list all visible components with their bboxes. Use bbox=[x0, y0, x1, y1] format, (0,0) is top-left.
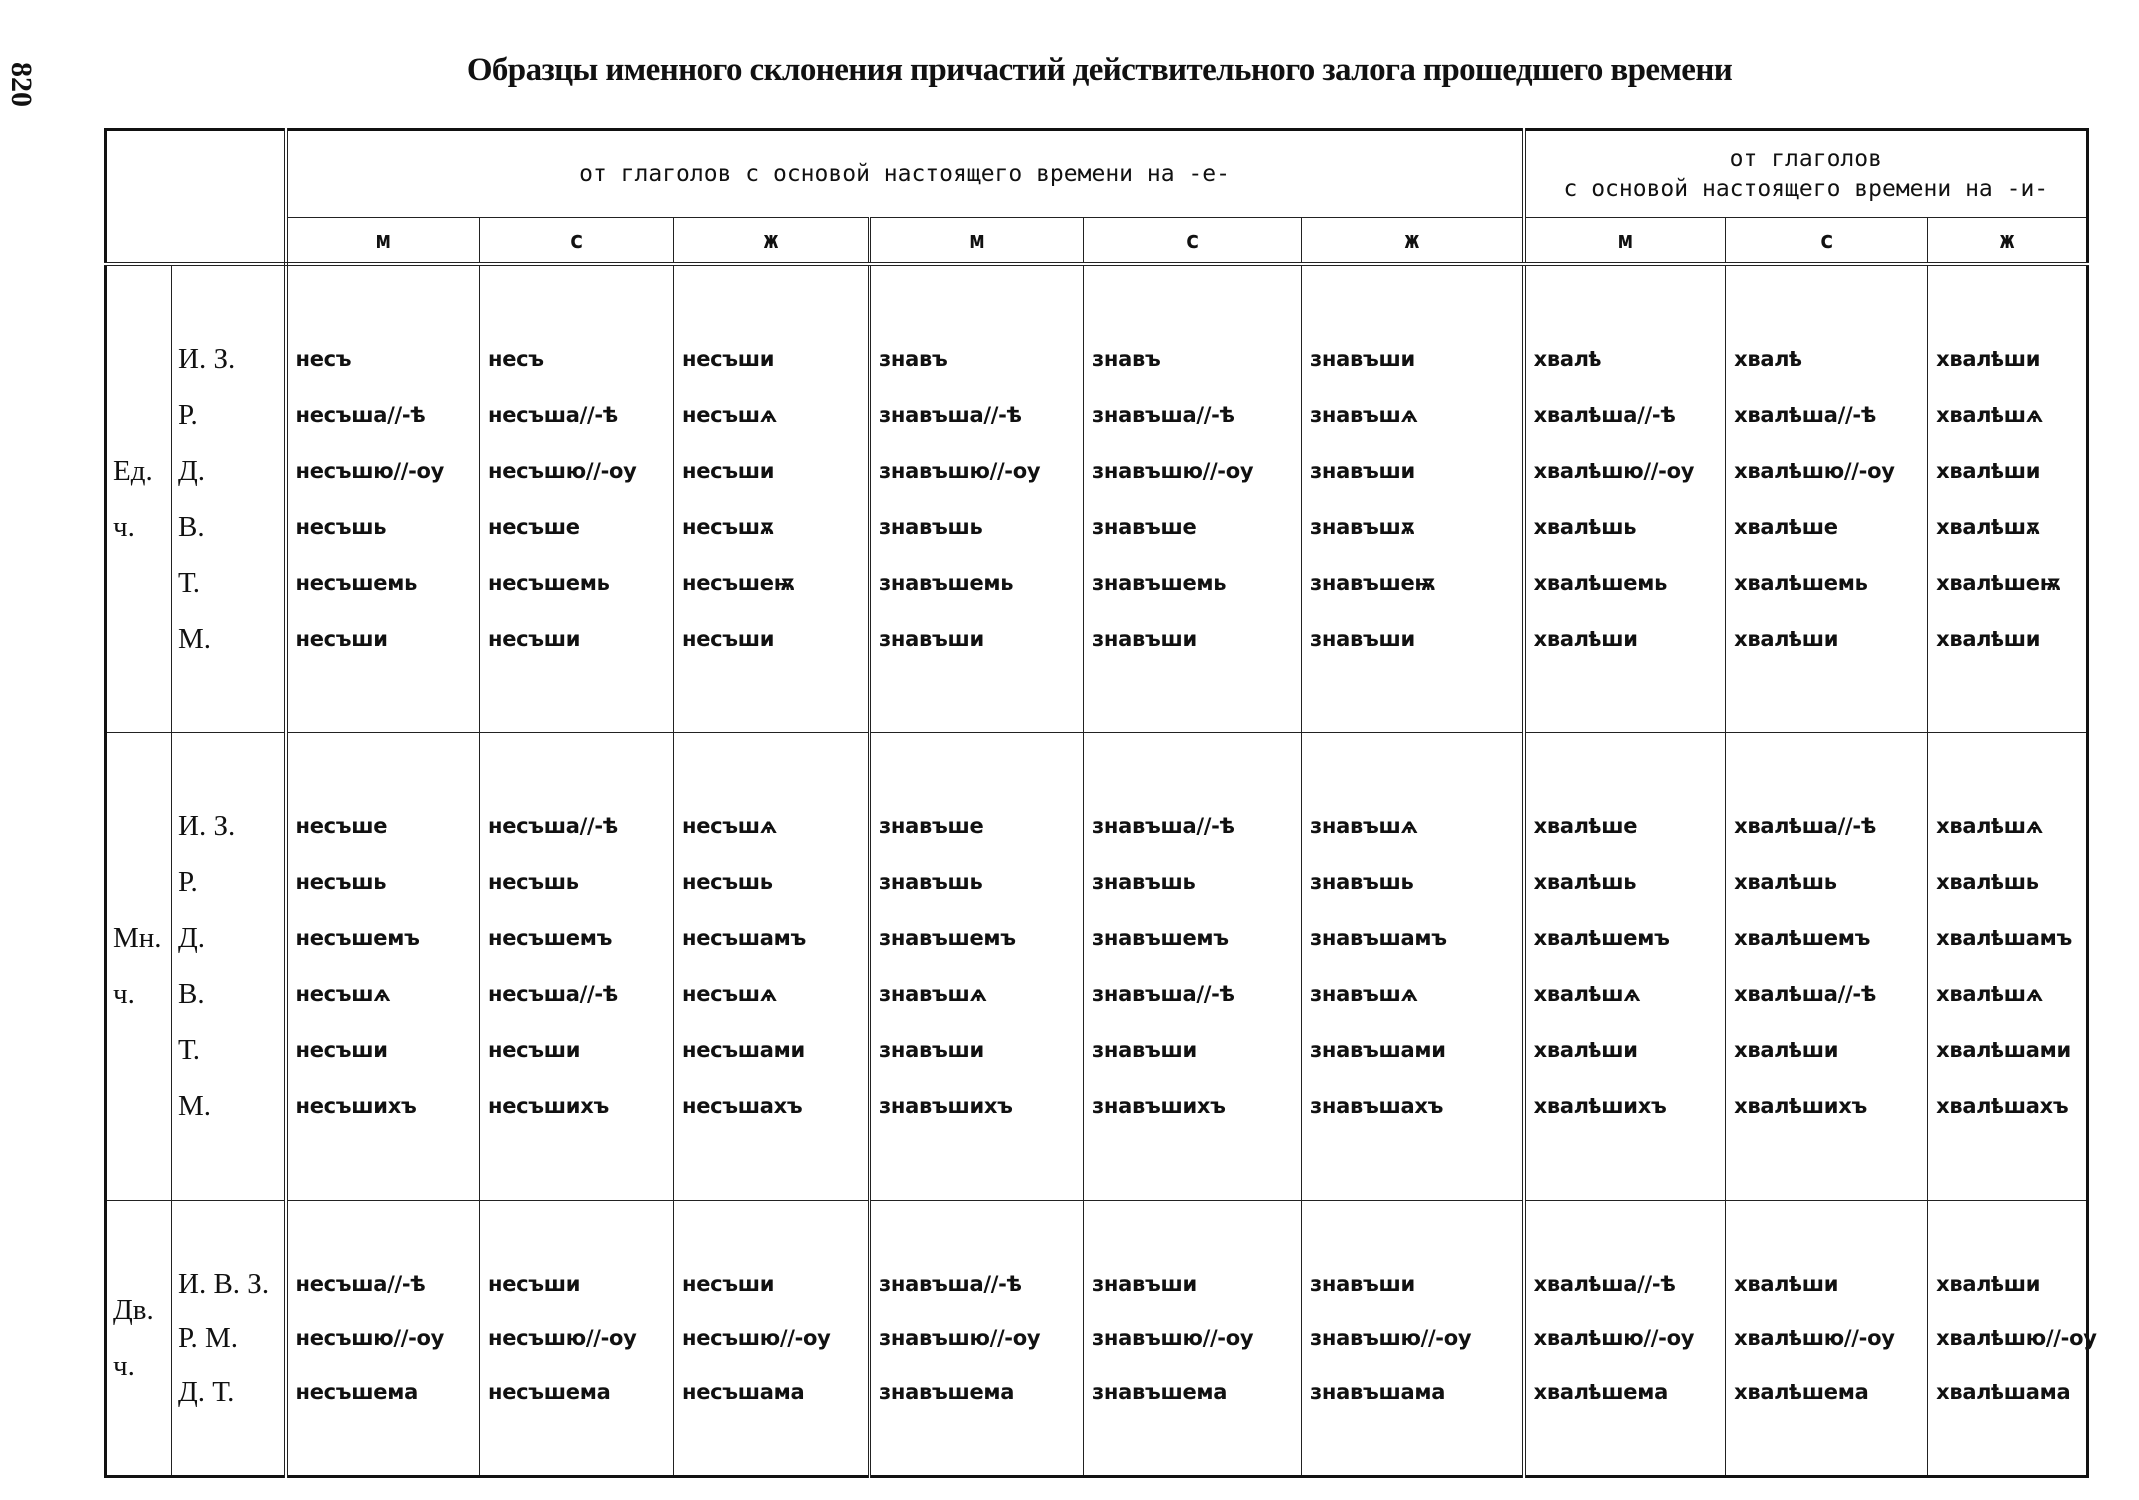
word-form: несъшемь bbox=[488, 570, 610, 595]
word-form: несъшемъ bbox=[488, 926, 613, 951]
form-column-cell bbox=[286, 264, 480, 732]
case-labels bbox=[172, 732, 286, 1200]
word-form: несъши bbox=[295, 626, 388, 651]
form-column-cell bbox=[480, 1200, 674, 1476]
word-form: знавъшема bbox=[879, 1379, 1015, 1404]
word-form: знавъшамъ bbox=[1310, 926, 1447, 951]
case-labels bbox=[172, 1200, 286, 1476]
word-form: хвалҍша//-ѣ bbox=[1533, 1271, 1676, 1296]
word-form: знавъшю//-оу bbox=[879, 1325, 1041, 1350]
word-form: хвалҍша//-ѣ bbox=[1734, 402, 1876, 427]
word-form: несъшю//-оу bbox=[295, 1325, 445, 1350]
word-form: хвалҍши bbox=[1936, 346, 2041, 371]
word-form: знавъши bbox=[1310, 346, 1415, 371]
word-form: знавъши bbox=[879, 626, 984, 651]
word-form: хвалҍши bbox=[1936, 626, 2041, 651]
number-label bbox=[106, 1200, 172, 1476]
word-form: несъше bbox=[488, 514, 580, 539]
word-form: знавъше bbox=[879, 814, 984, 839]
word-form: знавъшѧ bbox=[879, 982, 987, 1007]
word-form: хвалҍши bbox=[1734, 626, 1839, 651]
corner-cell bbox=[106, 130, 286, 265]
word-form: несъше bbox=[295, 814, 388, 839]
word-form: хвалҍшемь bbox=[1734, 570, 1868, 595]
word-form: несъшь bbox=[295, 514, 387, 539]
number-label-line: Мн. bbox=[113, 922, 162, 955]
word-form: хвалҍши bbox=[1936, 1271, 2041, 1296]
word-form: несъшама bbox=[682, 1379, 805, 1404]
word-form: несъши bbox=[682, 626, 775, 651]
word-form: хвалҍши bbox=[1734, 1271, 1839, 1296]
word-form: знавъши bbox=[1310, 458, 1415, 483]
word-form: несъшѧ bbox=[295, 982, 391, 1007]
case-label: М. bbox=[178, 622, 212, 655]
word-form: хвалҍшь bbox=[1533, 514, 1637, 539]
form-column-cell bbox=[870, 264, 1084, 732]
gender-header: с bbox=[1084, 218, 1302, 264]
word-form: хвалҍшемь bbox=[1533, 570, 1668, 595]
word-form: хвалҍшемъ bbox=[1734, 926, 1871, 951]
word-form: хвалҍшема bbox=[1734, 1379, 1869, 1404]
word-form: несъши bbox=[488, 1038, 581, 1063]
word-form: хвалҍшѧ bbox=[1533, 982, 1641, 1007]
word-form: знавъшихъ bbox=[1092, 1094, 1226, 1119]
form-column-cell bbox=[1928, 732, 2088, 1200]
form-column-cell bbox=[286, 732, 480, 1200]
word-form: хвалҍшю//-оу bbox=[1936, 1325, 2097, 1350]
word-form: несъши bbox=[682, 1271, 775, 1296]
word-form: хвалҍшѫ bbox=[1936, 514, 2040, 539]
group-header-i-line1: от глаголов bbox=[1729, 146, 1882, 173]
word-form: несъши bbox=[488, 1271, 581, 1296]
word-form: хвалҍша//-ѣ bbox=[1734, 982, 1876, 1007]
word-form: несъшамъ bbox=[682, 926, 806, 951]
form-column-cell bbox=[1928, 1200, 2097, 1476]
word-form: хвалҍшь bbox=[1533, 870, 1637, 895]
word-form: знавъшь bbox=[1310, 870, 1414, 895]
section-row-singular bbox=[106, 264, 2088, 732]
word-form: знавъша//-ѣ bbox=[1092, 402, 1235, 427]
word-form: хвалҍши bbox=[1734, 1038, 1839, 1063]
word-form: несъшѧ bbox=[682, 982, 777, 1007]
group-header-i bbox=[1524, 130, 2088, 218]
word-form: несъши bbox=[295, 1038, 388, 1063]
number-label-line: ч. bbox=[113, 1349, 135, 1382]
word-form: несъ bbox=[295, 346, 352, 371]
word-form: хвалҍшю//-оу bbox=[1533, 1325, 1695, 1350]
word-form: знавъшемъ bbox=[879, 926, 1016, 951]
form-column-cell bbox=[1524, 1200, 1726, 1476]
word-form: знавъшь bbox=[1092, 870, 1196, 895]
number-label-line: ч. bbox=[113, 510, 135, 543]
word-form: хвалҍшема bbox=[1533, 1379, 1668, 1404]
word-form: несъшемъ bbox=[295, 926, 420, 951]
case-label: И. З. bbox=[178, 810, 236, 843]
word-form: знавъшю//-оу bbox=[1092, 458, 1254, 483]
word-form: знавъшема bbox=[1092, 1379, 1228, 1404]
form-column-cell bbox=[1726, 264, 1928, 732]
word-form: знавъ bbox=[879, 346, 948, 371]
form-column-cell bbox=[674, 732, 870, 1200]
case-label: Т. bbox=[178, 566, 201, 599]
case-label: Р. bbox=[178, 866, 198, 899]
word-form: хвалҍша//-ѣ bbox=[1533, 402, 1676, 427]
word-form: знавъша//-ѣ bbox=[1092, 814, 1235, 839]
word-form: знавъшемь bbox=[879, 570, 1014, 595]
word-form: знавъши bbox=[1092, 1038, 1197, 1063]
word-form: хвалҍши bbox=[1936, 458, 2041, 483]
word-form: знавъшами bbox=[1310, 1038, 1446, 1063]
word-form: хвалҍши bbox=[1533, 626, 1638, 651]
word-form: хвалҍши bbox=[1533, 1038, 1638, 1063]
form-column-cell bbox=[286, 1200, 480, 1476]
case-label: Д. bbox=[178, 454, 206, 487]
word-form: несъшема bbox=[295, 1379, 418, 1404]
word-form: хвалҍшахъ bbox=[1936, 1094, 2069, 1119]
case-label: В. bbox=[178, 978, 205, 1011]
page-title: Образцы именного склонения причастий действительного залога прошедшего времени bbox=[466, 52, 1733, 88]
form-column-cell bbox=[1302, 1200, 1524, 1476]
word-form: несъши bbox=[682, 458, 775, 483]
word-form: несъшемь bbox=[295, 570, 418, 595]
word-form: знавъшѧ bbox=[1310, 982, 1418, 1007]
form-column-cell bbox=[870, 732, 1084, 1200]
word-form: хвалҍшихъ bbox=[1533, 1094, 1667, 1119]
gender-header: ж bbox=[674, 218, 870, 264]
word-form: знавъши bbox=[1092, 626, 1197, 651]
group-header-i-line2: с основой настоящего времени на -и- bbox=[1563, 176, 2049, 203]
declension-table bbox=[104, 128, 2097, 1478]
word-form: несъшь bbox=[295, 870, 387, 895]
form-column-cell bbox=[1084, 732, 1302, 1200]
word-form: хвалҍшю//-оу bbox=[1734, 458, 1895, 483]
word-form: знавъши bbox=[1092, 1271, 1197, 1296]
form-column-cell bbox=[1084, 264, 1302, 732]
form-column-cell bbox=[674, 1200, 870, 1476]
number-label-line: ч. bbox=[113, 978, 135, 1011]
form-column-cell bbox=[674, 264, 870, 732]
word-form: знавъшемь bbox=[1092, 570, 1227, 595]
word-form: знавъшь bbox=[879, 514, 983, 539]
word-form: знавъша//-ѣ bbox=[1092, 982, 1235, 1007]
form-column-cell bbox=[1726, 1200, 1928, 1476]
word-form: несъшѧ bbox=[682, 402, 777, 427]
word-form: несъша//-ѣ bbox=[488, 982, 618, 1007]
word-form: хвалҍшама bbox=[1936, 1379, 2071, 1404]
word-form: несъши bbox=[682, 346, 775, 371]
word-form: знавъшь bbox=[879, 870, 983, 895]
word-form: знавъши bbox=[1310, 1271, 1415, 1296]
word-form: знавъшахъ bbox=[1310, 1094, 1444, 1119]
word-form: знавъшѧ bbox=[1310, 814, 1418, 839]
word-form: несъшю//-оу bbox=[488, 458, 637, 483]
word-form: знавъ bbox=[1092, 346, 1161, 371]
case-label: Р. bbox=[178, 398, 198, 431]
gender-header: м bbox=[286, 218, 480, 264]
word-form: несъшема bbox=[488, 1379, 611, 1404]
form-column-cell bbox=[870, 1200, 1084, 1476]
word-form: хвалҍшю//-оу bbox=[1533, 458, 1695, 483]
gender-header: м bbox=[870, 218, 1084, 264]
word-form: знавъша//-ѣ bbox=[879, 1271, 1022, 1296]
word-form: хвалҍшеѭ bbox=[1936, 570, 2061, 595]
word-form: хвалҍшами bbox=[1936, 1038, 2071, 1063]
word-form: хвалҍше bbox=[1734, 514, 1838, 539]
word-form: несъшѫ bbox=[682, 514, 774, 539]
word-form: знавъшѧ bbox=[1310, 402, 1418, 427]
word-form: несъши bbox=[488, 626, 581, 651]
word-form: несъша//-ѣ bbox=[488, 402, 618, 427]
case-label: В. bbox=[178, 510, 205, 543]
word-form: несъша//-ѣ bbox=[295, 402, 426, 427]
case-label: Р. М. bbox=[178, 1321, 239, 1354]
word-form: несъшихъ bbox=[488, 1094, 609, 1119]
word-form: знавъшемъ bbox=[1092, 926, 1229, 951]
word-form: знавъшю//-оу bbox=[879, 458, 1041, 483]
word-form: несъшѧ bbox=[682, 814, 777, 839]
word-form: несъшами bbox=[682, 1038, 805, 1063]
word-form: знавъша//-ѣ bbox=[879, 402, 1022, 427]
word-form: несъ bbox=[488, 346, 544, 371]
case-label: Д. Т. bbox=[178, 1375, 235, 1408]
word-form: хвалҍшь bbox=[1936, 870, 2039, 895]
word-form: несъша//-ѣ bbox=[488, 814, 618, 839]
word-form: хвалҍ bbox=[1734, 346, 1802, 371]
word-form: хвалҍше bbox=[1533, 814, 1638, 839]
number-label-line: Дв. bbox=[113, 1293, 154, 1326]
form-column-cell bbox=[1726, 732, 1928, 1200]
word-form: хвалҍ bbox=[1533, 346, 1602, 371]
gender-header: с bbox=[1726, 218, 1928, 264]
word-form: знавъши bbox=[879, 1038, 984, 1063]
word-form: хвалҍшь bbox=[1734, 870, 1837, 895]
word-form: знавъшеѭ bbox=[1310, 570, 1436, 595]
number-label bbox=[106, 264, 172, 732]
header-row-genders bbox=[106, 218, 2088, 264]
word-form: знавъши bbox=[1310, 626, 1415, 651]
number-label-line: Ед. bbox=[113, 454, 153, 487]
word-form: знавъшю//-оу bbox=[1092, 1325, 1254, 1350]
word-form: несъша//-ѣ bbox=[295, 1271, 426, 1296]
word-form: несъшю//-оу bbox=[295, 458, 445, 483]
word-form: знавъшихъ bbox=[879, 1094, 1013, 1119]
word-form: несъшю//-оу bbox=[488, 1325, 637, 1350]
word-form: хвалҍшѧ bbox=[1936, 814, 2043, 839]
case-label: М. bbox=[178, 1090, 212, 1123]
word-form: хвалҍшѧ bbox=[1936, 982, 2043, 1007]
word-form: хвалҍшихъ bbox=[1734, 1094, 1867, 1119]
case-label: И. З. bbox=[178, 342, 236, 375]
section-row-dual bbox=[106, 1200, 2088, 1476]
form-column-cell bbox=[480, 264, 674, 732]
form-column-cell bbox=[1084, 1200, 1302, 1476]
gender-header: ж bbox=[1302, 218, 1524, 264]
word-form: знавъше bbox=[1092, 514, 1197, 539]
case-labels bbox=[172, 264, 286, 732]
word-form: несъшю//-оу bbox=[682, 1325, 831, 1350]
word-form: хвалҍшамъ bbox=[1936, 926, 2073, 951]
form-column-cell bbox=[1524, 732, 1726, 1200]
section-row-plural bbox=[106, 732, 2088, 1200]
header-row-groups bbox=[106, 130, 2088, 218]
word-form: несъшь bbox=[682, 870, 773, 895]
gender-header: с bbox=[480, 218, 674, 264]
form-column-cell bbox=[1524, 264, 1726, 732]
form-column-cell bbox=[1302, 732, 1524, 1200]
word-form: хвалҍшѧ bbox=[1936, 402, 2043, 427]
word-form: хвалҍшю//-оу bbox=[1734, 1325, 1895, 1350]
form-column-cell bbox=[480, 732, 674, 1200]
page-number: 820 bbox=[5, 62, 38, 107]
case-label: Т. bbox=[178, 1034, 201, 1067]
word-form: несъшахъ bbox=[682, 1094, 803, 1119]
word-form: хвалҍша//-ѣ bbox=[1734, 814, 1876, 839]
word-form: знавъшѫ bbox=[1310, 514, 1415, 539]
case-label: Д. bbox=[178, 922, 206, 955]
form-column-cell bbox=[1302, 264, 1524, 732]
word-form: хвалҍшемъ bbox=[1533, 926, 1670, 951]
gender-header: ж bbox=[1928, 218, 2088, 264]
case-label: И. В. З. bbox=[178, 1267, 270, 1300]
word-form: знавъшама bbox=[1310, 1379, 1446, 1404]
number-label bbox=[106, 732, 172, 1200]
word-form: знавъшю//-оу bbox=[1310, 1325, 1472, 1350]
form-column-cell bbox=[1928, 264, 2088, 732]
word-form: несъшихъ bbox=[295, 1094, 417, 1119]
gender-header: м bbox=[1524, 218, 1726, 264]
word-form: несъшеѭ bbox=[682, 570, 795, 595]
group-header-e: от глаголов с основой настоящего времени на -е- bbox=[286, 130, 1524, 218]
word-form: несъшь bbox=[488, 870, 579, 895]
